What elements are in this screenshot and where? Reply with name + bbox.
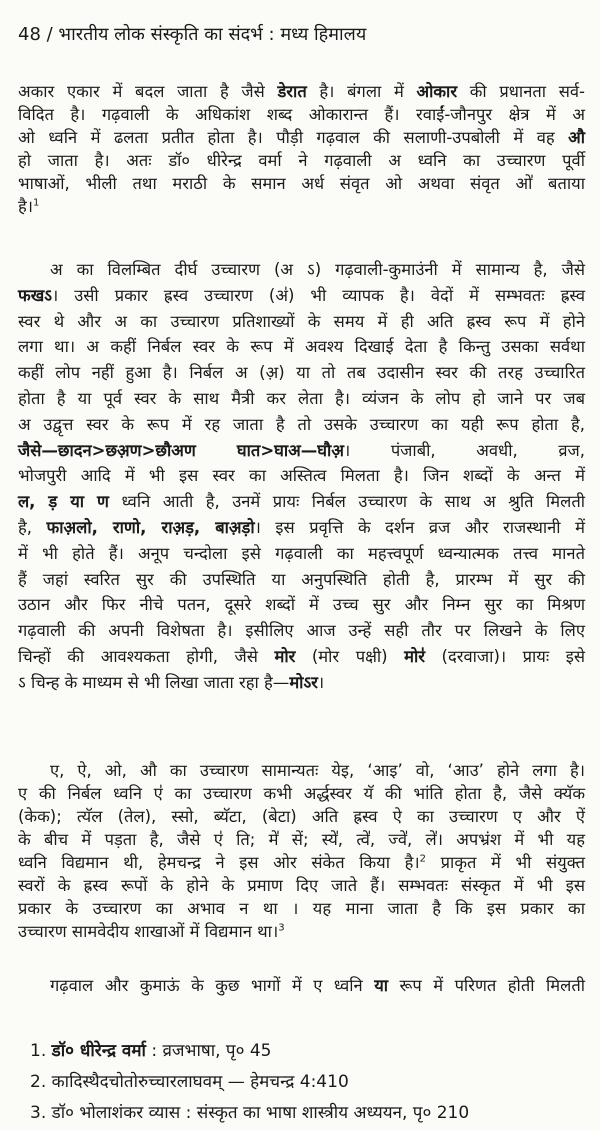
text-segment: होता है या पूर्व स्वर के साथ मैत्री कर लेता है। व्यंजन के लोप हो जाने पर जब <box>18 388 585 408</box>
text-segment: की प्रधानता सर्व- <box>457 82 585 101</box>
footnote-2 <box>30 1069 469 1100</box>
text-line <box>18 618 585 644</box>
text-segment: गढ़वाल और कुमाऊं के कुछ भागों में ए ध्वनि <box>50 976 375 995</box>
emphasized-text: मोर <box>274 646 296 666</box>
text-segment: है। बंगला में <box>306 82 417 101</box>
text-line <box>18 126 585 149</box>
book-title: भारतीय लोक संस्कृति का संदर्भ : मध्य हिमालय <box>58 24 367 45</box>
text-line <box>18 309 585 335</box>
text-segment: अकार एकार में बदल जाता है जैसे <box>18 82 278 101</box>
footnote-3 <box>30 1100 469 1131</box>
text-line <box>18 974 585 998</box>
text-segment: (मोर पक्षी) <box>295 646 405 666</box>
emphasized-text: मोर॑ <box>404 646 426 666</box>
emphasized-text: फखऽ <box>18 285 52 305</box>
text-segment: भोजपुरी आदि में भी इस स्वर का अस्तित्व मिलता है। जिन शब्दों के अन्त में <box>18 466 585 486</box>
text-line <box>18 80 585 103</box>
text-line <box>18 195 585 218</box>
text-line <box>18 851 585 874</box>
text-segment: स्वर थे और अ का उच्चारण प्रतिशाख्यों के समय में ही अति ह्रस्व रूप में होने <box>18 311 585 331</box>
text-line <box>18 782 585 805</box>
text-line <box>18 592 585 618</box>
emphasized-text: ओकार <box>416 82 458 101</box>
text-segment: भाषाओं, भीली तथा मराठी के समान अर्ध संवृत ओ अथवा संवृत ओ॑ बताया <box>18 174 585 193</box>
footnote-ref: 2 <box>419 853 427 865</box>
text-segment: रूप में परिणत होती मिलती <box>388 976 585 995</box>
text-line <box>18 541 585 567</box>
text-segment: अ का विलम्बित दीर्घ उच्चारण (अ ऽ) गढ़वाली-कुमाउंनी में सामान्य है, जैसे <box>50 260 585 279</box>
text-segment: । उसी प्रकार ह्रस्व उच्चारण (अ॑) भी व्यापक है। वेदों में सम्भवतः ह्रस्व <box>51 285 585 305</box>
page-number: 48 <box>18 24 41 45</box>
text-line <box>18 828 585 851</box>
footnote-ref: 1 <box>33 197 40 209</box>
text-line <box>18 567 585 593</box>
text-segment: ध्वनि आती है, उनमें प्रायः निर्बल उच्चारण के साथ अ श्रुति मिलती <box>108 492 585 512</box>
text-line <box>18 283 585 309</box>
paragraph-4 <box>18 974 585 998</box>
text-line <box>18 386 585 412</box>
paragraph-1 <box>18 80 585 218</box>
text-segment: है, <box>18 517 47 537</box>
emphasized-text: जैसे—छादन>छअ़ण>छौअण घात>घाअ—घौअ़ <box>18 440 344 460</box>
text-segment: स्वरों के ह्रस्व रूपों के होने के प्रमाण दिए जाते हैं। सम्भवतः संस्कृत में भी इस <box>18 876 585 895</box>
text-line <box>18 897 585 920</box>
text-segment: प्राकृत में भी संयुक्त <box>426 853 585 872</box>
text-segment: ए, ऐ, ओ, औ का उच्चारण सामान्यतः येइ, ‘आइ’ वो, ‘आउ’ होने लगा है। <box>50 761 585 780</box>
text-segment: उच्चारण सामवेदीय शाखाओं में विद्यमान था। <box>18 922 279 941</box>
footnotes <box>30 1038 469 1131</box>
text-segment: (दरवाजा)। प्रायः इसे <box>425 646 585 666</box>
text-segment: हैं जहां स्वरित सुर की उपस्थिति या अनुपस्थिति होती है, प्रारम्भ में सुर की <box>18 569 585 589</box>
text-line <box>18 805 585 828</box>
text-line <box>18 489 585 515</box>
text-segment: के बीच में पड़ता है, जैसे ए॑ ति; मे॑ सें; स्ये॑, त्वे॑, ज्वे॑, ले॑। अपभ्रंश में भी यह <box>18 830 585 849</box>
text-line <box>18 172 585 195</box>
text-segment: : व्रजभाषा, पृ० 45 <box>145 1041 272 1061</box>
footnote-ref: 3 <box>278 922 285 934</box>
paragraph-2 <box>18 257 585 696</box>
text-line <box>18 874 585 897</box>
text-segment: प्रकार के उच्चारण का अभाव न था । यह माना जाता है कि इस प्रकार का <box>18 899 585 918</box>
text-segment: में भी होते हैं। अनूप चन्दोला इसे गढ़वाली का महत्त्वपूर्ण ध्वन्यात्मक तत्त्व मानते <box>18 543 585 563</box>
text-line <box>18 103 585 126</box>
text-line <box>18 644 585 670</box>
text-segment: उठान और फिर नीचे पतन, दूसरे शब्दों में उच्च सुर और निम्न सुर का मिश्रण <box>18 595 585 615</box>
text-segment: है। <box>18 197 34 216</box>
text-line <box>18 438 585 464</box>
running-header <box>18 22 366 48</box>
footnote-1 <box>30 1038 469 1069</box>
text-segment: लगा था। अ कहीं निर्बल स्वर के रूप में अवश्य दिखाई देता है किन्तु उसका सर्वथा <box>18 337 585 357</box>
text-line <box>18 334 585 360</box>
emphasized-text: या <box>374 976 389 995</box>
text-segment: (केक); त्यॅल (तेल), स्सो, ब्यॅटा, (बेटा) अति ह्रस्व ऐ का उच्चारण ए और ऐं <box>18 807 585 826</box>
text-segment: । <box>317 672 325 692</box>
text-segment: चिन्हों की आवश्यकता होगी, जैसे <box>18 646 275 666</box>
text-segment: ध्वनि विद्यमान थी, हेमचन्द्र ने इस ओर संकेत किया है। <box>18 853 420 872</box>
text-segment: 3. डॉ० भोलाशंकर व्यास : संस्कृत का भाषा शास्त्रीय अध्ययन, पृ० 210 <box>30 1103 470 1123</box>
text-line <box>18 515 585 541</box>
header-separator: / <box>40 24 59 45</box>
text-line <box>18 463 585 489</box>
text-segment: । इस प्रवृत्ति के दर्शन व्रज और राजस्थानी में <box>254 517 585 537</box>
text-segment: अ उद्वृत्त स्वर के रूप में रह जाता है तो उसके उच्चारण का यही रूप होता है, <box>18 414 585 434</box>
emphasized-text: मोऽर <box>289 672 318 692</box>
text-segment: विदित है। गढ़वाली के अधिकांश शब्द ओकारान्त हैं। रवाईं-जौनपुर क्षेत्र में अ <box>18 105 585 124</box>
text-segment: 1. <box>30 1041 52 1061</box>
text-segment: हो जाता है। अतः डॉ० धीरेन्द्र वर्मा ने गढ़वाली अ ध्वनि का उच्चारण पूर्वी <box>18 151 585 170</box>
text-line <box>18 360 585 386</box>
text-line <box>18 920 585 943</box>
text-segment: ऽ चिन्ह के माध्यम से भी लिखा जाता रहा है— <box>18 672 290 692</box>
text-line <box>18 149 585 172</box>
text-segment: । पंजाबी, अवधी, व्रज, <box>343 440 585 460</box>
text-line <box>18 257 585 283</box>
emphasized-text: डॉ० धीरेन्द्र वर्मा <box>51 1041 146 1061</box>
paragraph-3 <box>18 759 585 943</box>
text-segment: कहीं लोप नहीं हुआ है। निर्बल अ (अ़) या तो तब उदासीन स्वर की तरह उच्चारित <box>18 363 585 383</box>
emphasized-text: फाअ़लो, राणो, राअ़ड़, बाअ़ड़ो <box>46 517 255 537</box>
text-segment: ए की निर्बल ध्वनि ए॑ का उच्चारण कभी अर्द्धस्वर यॅ की भांति होता है, जैसे क्यॅक <box>18 784 585 803</box>
emphasized-text: डेरात <box>277 82 307 101</box>
text-segment: 2. कादिस्थैदचोतोरुच्चारलाघवम् — हेमचन्द्र 4:410 <box>30 1072 349 1092</box>
emphasized-text: ल, ड़ या ण <box>18 492 109 512</box>
text-segment: ओ ध्वनि में ढलता प्रतीत होता है। पौड़ी गढ़वाल की सलाणी-उपबोली में वह <box>18 128 569 147</box>
text-line <box>18 670 585 696</box>
emphasized-text: औ <box>568 128 585 147</box>
text-segment: गढ़वाली की अपनी विशेषता है। इसीलिए आज उन्हें सही तौर पर लिखने के लिए <box>18 621 585 641</box>
text-line <box>18 412 585 438</box>
text-line <box>18 759 585 782</box>
